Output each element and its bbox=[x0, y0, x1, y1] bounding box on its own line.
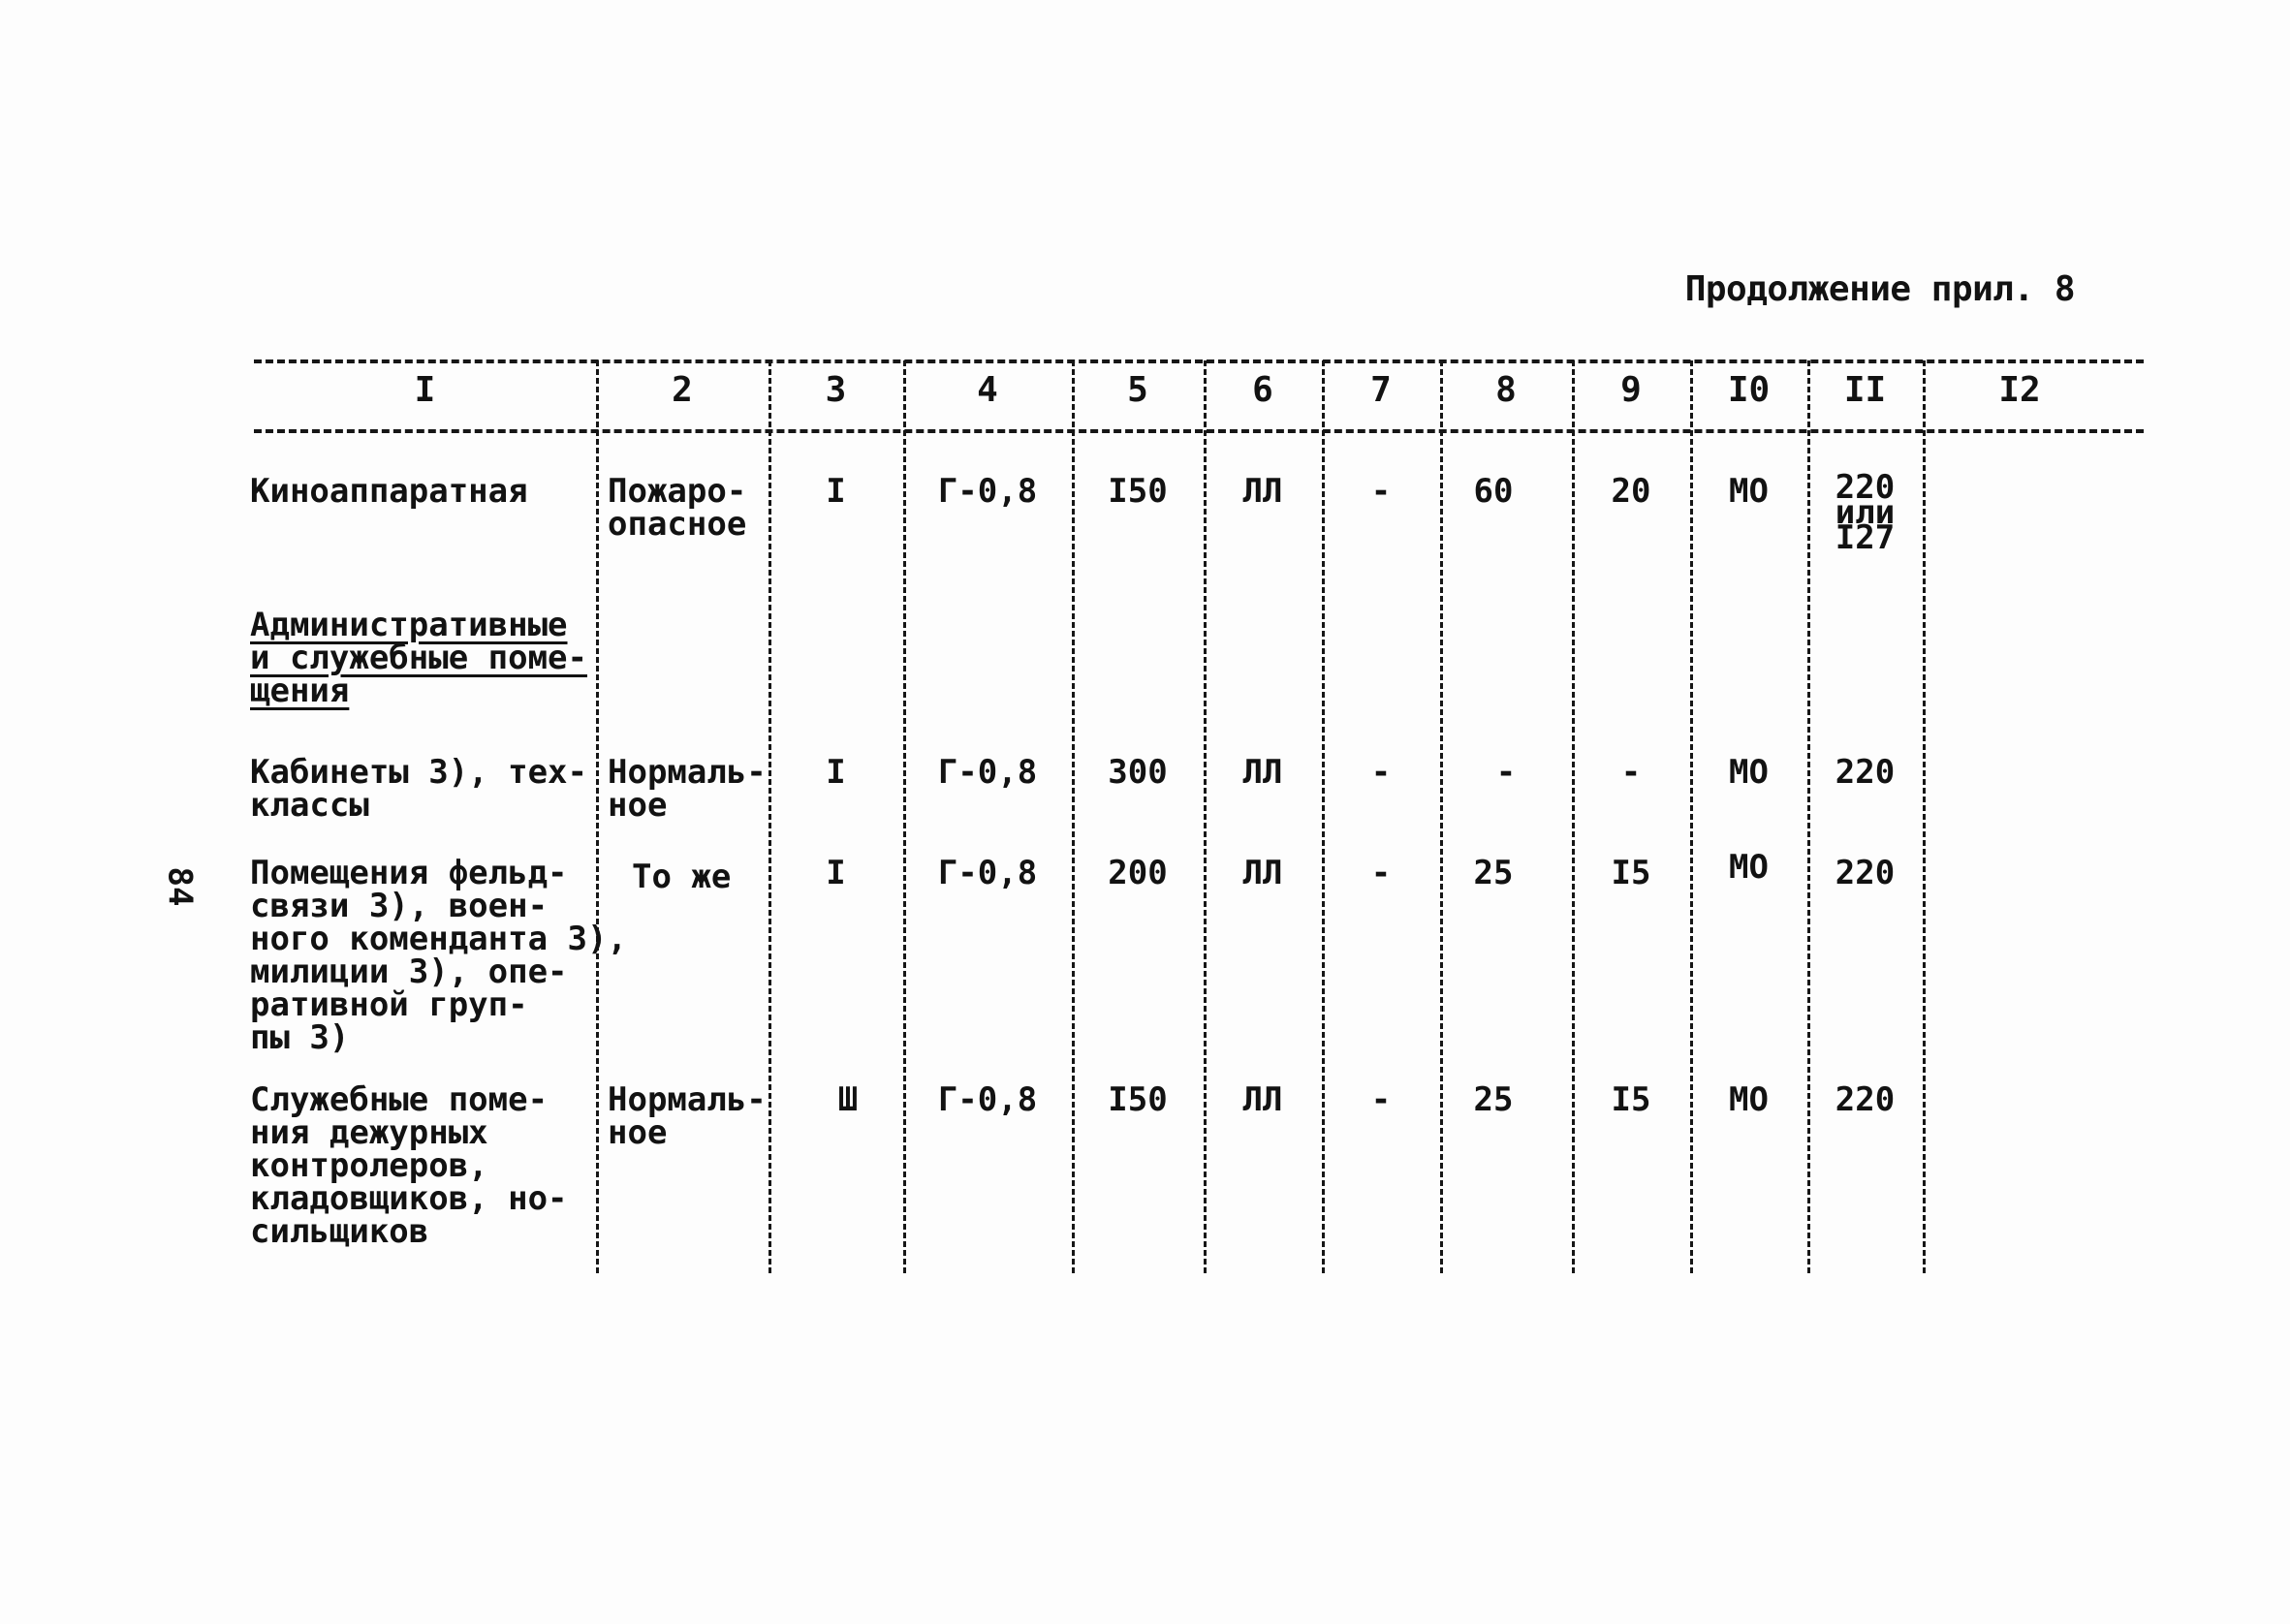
work-plane: Г-0,8 bbox=[937, 1080, 1038, 1119]
column-header: 7 bbox=[1370, 370, 1392, 410]
environment: Пожаро- опасное bbox=[608, 472, 747, 544]
column-header: 6 bbox=[1252, 370, 1273, 410]
illuminance: 300 bbox=[1108, 753, 1168, 792]
column-header: II bbox=[1843, 370, 1887, 410]
lighting-class: I bbox=[826, 472, 846, 511]
column-header: 3 bbox=[825, 370, 847, 410]
lamp-type: ЛЛ bbox=[1242, 753, 1283, 792]
continuation-caption: Продолжение прил. 8 bbox=[1684, 269, 2075, 309]
column-9-value: - bbox=[1620, 753, 1642, 792]
environment: То же bbox=[632, 858, 732, 896]
voltage: 220 или I27 bbox=[1835, 468, 1896, 557]
column-8-value: 25 bbox=[1473, 1080, 1514, 1119]
column-header: I bbox=[414, 370, 436, 410]
voltage: 220 bbox=[1835, 1080, 1896, 1119]
table-header-rule bbox=[254, 429, 2144, 433]
lighting-class: Ш bbox=[837, 1080, 859, 1119]
column-9-value: I5 bbox=[1611, 854, 1651, 892]
column-8-value: - bbox=[1495, 753, 1517, 792]
column-header: 5 bbox=[1127, 370, 1148, 410]
illuminance: I50 bbox=[1108, 1080, 1168, 1119]
column-8-value: 25 bbox=[1473, 854, 1514, 892]
column-header: I0 bbox=[1727, 370, 1771, 410]
room-name: Помещения фельд- связи 3), воен- ного коменданта 3), милиции 3), опе- ративной груп- пы 3) bbox=[250, 854, 627, 1057]
illuminance: 200 bbox=[1108, 854, 1168, 892]
work-plane: Г-0,8 bbox=[937, 753, 1038, 792]
room-name: Кабинеты 3), тех- классы bbox=[250, 753, 587, 825]
column-7-value: - bbox=[1370, 1080, 1392, 1119]
illuminance: I50 bbox=[1108, 472, 1168, 511]
work-plane: Г-0,8 bbox=[937, 472, 1038, 511]
table-top-rule bbox=[254, 359, 2144, 363]
column-divider bbox=[1923, 360, 1926, 1273]
voltage: 220 bbox=[1835, 753, 1896, 792]
column-7-value: - bbox=[1370, 753, 1392, 792]
room-name: Киноаппаратная bbox=[250, 472, 528, 511]
environment: Нормаль- ное bbox=[608, 753, 767, 825]
column-9-value: I5 bbox=[1611, 1080, 1651, 1119]
column-divider bbox=[596, 360, 599, 1273]
voltage: 220 bbox=[1835, 854, 1896, 892]
column-header: 4 bbox=[977, 370, 998, 410]
column-header: 2 bbox=[672, 370, 693, 410]
room-name: Служебные поме- ния дежурных контролеров, кладовщиков, но- сильщиков bbox=[250, 1080, 568, 1251]
lamp-type: ЛЛ bbox=[1242, 1080, 1283, 1119]
page-number: 84 bbox=[160, 866, 200, 907]
environment: Нормаль- ное bbox=[608, 1080, 767, 1152]
lighting-class: I bbox=[826, 753, 846, 792]
section-heading: Административные и служебные поме- щения bbox=[250, 606, 587, 710]
column-7-value: - bbox=[1370, 472, 1392, 511]
column-10-value: МО bbox=[1729, 1080, 1769, 1119]
lamp-type: ЛЛ bbox=[1242, 472, 1283, 511]
work-plane: Г-0,8 bbox=[937, 854, 1038, 892]
lamp-type: ЛЛ bbox=[1242, 854, 1283, 892]
column-10-value: МО bbox=[1729, 753, 1769, 792]
column-10-value: МО bbox=[1729, 472, 1769, 511]
column-header: I2 bbox=[1998, 370, 2041, 410]
column-8-value: 60 bbox=[1473, 472, 1514, 511]
column-header: 9 bbox=[1620, 370, 1642, 410]
column-header: 8 bbox=[1495, 370, 1517, 410]
column-7-value: - bbox=[1370, 854, 1392, 892]
lighting-class: I bbox=[826, 854, 846, 892]
column-10-value: МО bbox=[1729, 848, 1769, 887]
column-9-value: 20 bbox=[1611, 472, 1651, 511]
